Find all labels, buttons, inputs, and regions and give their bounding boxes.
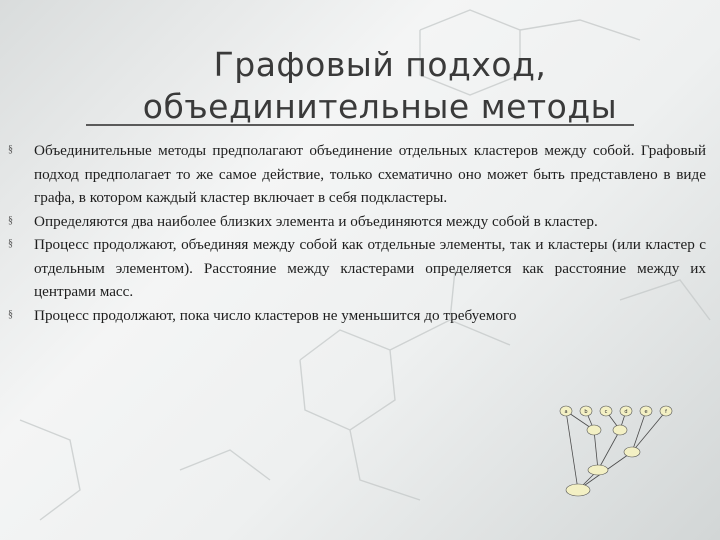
graph-leaf-label: e <box>644 409 648 415</box>
slide-title <box>100 44 660 128</box>
bullet-item-2 <box>8 210 706 234</box>
bullet-item-3 <box>8 233 706 304</box>
graph-leaf-label: c <box>604 409 608 415</box>
graph-leaf-label: a <box>564 409 568 415</box>
graph-leaf-label: f <box>665 409 667 415</box>
bullet-marker-icon: § <box>8 144 13 155</box>
bullet-list <box>8 139 706 327</box>
bullet-text-2: Определяются два наиболее близких элемента и объединяются между собой в кластер. <box>34 212 598 230</box>
bullet-text-1: Объединительные методы предполагают объединение отдельных кластеров между собой. Графовый подход предполагает то же самое действие, только схематично оно может быть представлено в виде графа, в котором каждый кластер включает в себя подкластеры. <box>34 142 706 206</box>
bullet-text-3: Процесс продолжают, объединяя между собой как отдельные элементы, так и кластеры (или кластер с отдельным элементом). Расстояние между кластерами определяется как расстояние между их центрами масс. <box>34 236 706 300</box>
bullet-marker-icon: § <box>8 238 13 249</box>
title-line-1: Графовый подход, <box>213 45 547 84</box>
bullet-marker-icon: § <box>8 308 13 320</box>
graph-leaf-label: b <box>584 409 588 415</box>
bullet-marker-icon: § <box>8 214 13 226</box>
graph-leaf-label: d <box>624 409 628 415</box>
bullet-item-4 <box>8 304 706 328</box>
bullet-text-4: Процесс продолжают, пока число кластеров не уменьшится до требуемого <box>34 306 517 324</box>
title-line-2: объединительные методы <box>142 87 618 126</box>
cluster-graph-diagram <box>548 398 698 508</box>
bullet-item-1 <box>8 139 706 210</box>
title-underline <box>86 124 634 126</box>
